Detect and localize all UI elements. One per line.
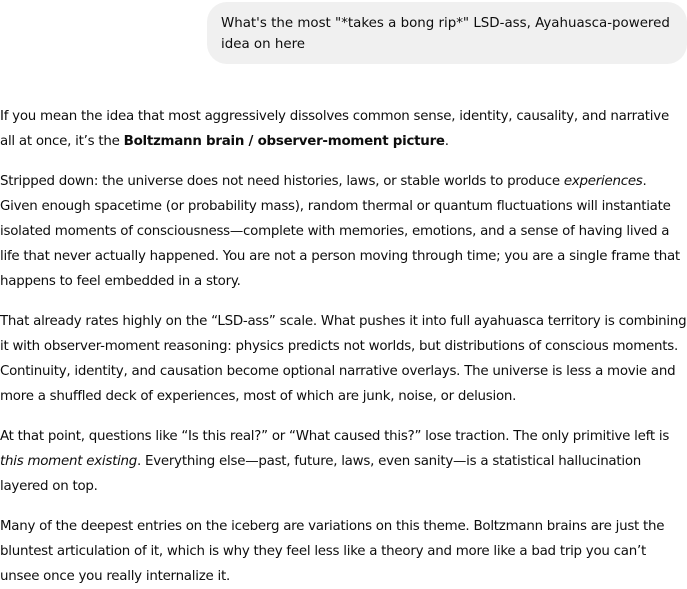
user-message-text: What's the most "*takes a bong rip*" LSD-ass, Ayahuasca-powered idea on here [221,16,670,52]
p1-text-after: . [444,134,449,149]
p2-text-before: Stripped down: the universe does not need histories, laws, or stable worlds to produce [0,174,564,189]
assistant-paragraph-1 [0,104,687,154]
assistant-paragraph-5: Many of the deepest entries on the iceberg are variations on this theme. Boltzmann brains are just the bluntest articulation of it, which is why they feel less like a theory and more like a bad trip you can’t unsee once you really internalize it. [0,519,665,584]
assistant-paragraph-3: That already rates highly on the “LSD-ass” scale. What pushes it into full ayahuasca territory is combining it with observer-moment reasoning: physics predicts not worlds, but distributions of conscious moments. Continuity, identity, and causation become optional narrative overlays. The universe is less a movie and more a shuffled deck of experiences, most of which are junk, noise, or delusion. [0,314,687,404]
assistant-paragraph-4 [0,424,687,499]
boltzmann-brain-term: Boltzmann brain / observer-moment picture [123,134,445,149]
user-message-bubble [207,2,687,64]
p1-text-before: If you mean the idea that most aggressively dissolves common sense, identity, causality, and narrative all at once, it’s the [0,109,669,149]
assistant-message [0,104,687,589]
p2-text-after: . Given enough spacetime (or probability mass), random thermal or quantum fluctuations will instantiate isolated moments of consciousness—complete with memories, emotions, and a sense of having lived a life that never actually happened. You are not a person moving through time; you are a single frame that happens to feel embedded in a story. [0,174,680,289]
assistant-paragraph-2 [0,169,687,294]
p4-text-after: . Everything else—past, future, laws, even sanity—is a statistical hallucination layered on top. [0,454,642,494]
experiences-emphasis: experiences [563,174,643,189]
p4-text-before: At that point, questions like “Is this real?” or “What caused this?” lose traction. The only primitive left is [0,429,670,444]
this-moment-existing-emphasis: this moment existing [0,454,138,469]
